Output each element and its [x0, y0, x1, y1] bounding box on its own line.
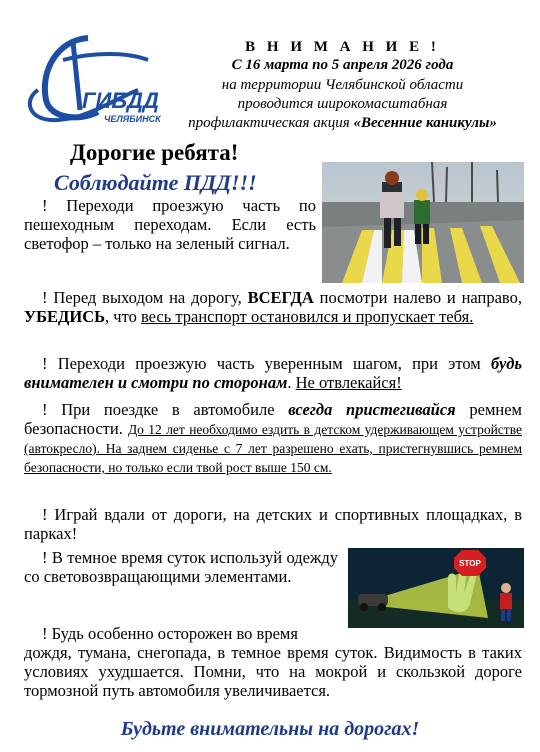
tip-bad-weather-a: ! Будь особенно осторожен во время — [42, 624, 298, 643]
logo-text: ГИБДД — [82, 88, 159, 113]
campaign-name: «Весенние каникулы» — [353, 115, 497, 131]
stop-sign-label: STOP — [459, 559, 481, 568]
tip-crosswalk: ! Переходи проезжую часть по пешеходным переходам. Если есть светофор – только на зеленый сигнал. — [24, 196, 316, 253]
tip-reflectors: ! В темное время суток используй одежду со световозвращающими элементами. — [24, 548, 338, 586]
attention-title: В Н И М А Н И Е ! — [245, 39, 440, 55]
greeting: Дорогие ребята! — [70, 140, 239, 165]
tip-look-both-ways: ! Перед выходом на дорогу, ВСЕГДА посмотри налево и направо, УБЕДИСЬ, что весь транспорт остановился и пропускает тебя. — [24, 288, 522, 326]
campaign-dates: С 16 марта по 5 апреля 2026 года — [231, 57, 454, 73]
tip-bad-weather-b: дождя, тумана, снегопада, в темное время суток. Видимость в таких условиях ухудшается. Помни, что на мокрой и скользкой дороге тормозной путь автомобиля увеличивается. — [24, 643, 522, 700]
tip-play-away: ! Играй вдали от дороги, на детских и спортивных площадках, в парках! — [24, 505, 522, 543]
header-line-3: профилактическая акция «Весенние каникулы» — [188, 115, 497, 131]
gibdd-logo — [18, 30, 168, 130]
children-crossing-photo — [322, 162, 524, 283]
header-line-2: проводится широкомасштабная — [237, 96, 448, 112]
header-line-1: на территории Челябинской области — [221, 77, 464, 93]
tip-confident-step: ! Переходи проезжую часть уверенным шагом, при этом будь внимателен и смотри по сторонам. Не отвлекайся! — [24, 354, 522, 392]
tip-seatbelt: ! При поездке в автомобиле всегда пристегивайся ремнем безопасности. До 12 лет необходимо ездить в детском удерживающем устройстве (автокресло). На заднем сиденье с 7 лет разрешено ехать, пристегнувшись ремнем безопасности, но только если твой рост выше 150 см. — [24, 400, 522, 475]
rules-title: Соблюдайте ПДД!!! — [54, 170, 257, 195]
logo-city: ЧЕЛЯБИНСК — [104, 114, 161, 124]
footer-slogan: Будьте внимательны на дорогах! — [120, 718, 420, 740]
night-reflector-picture — [348, 548, 524, 628]
